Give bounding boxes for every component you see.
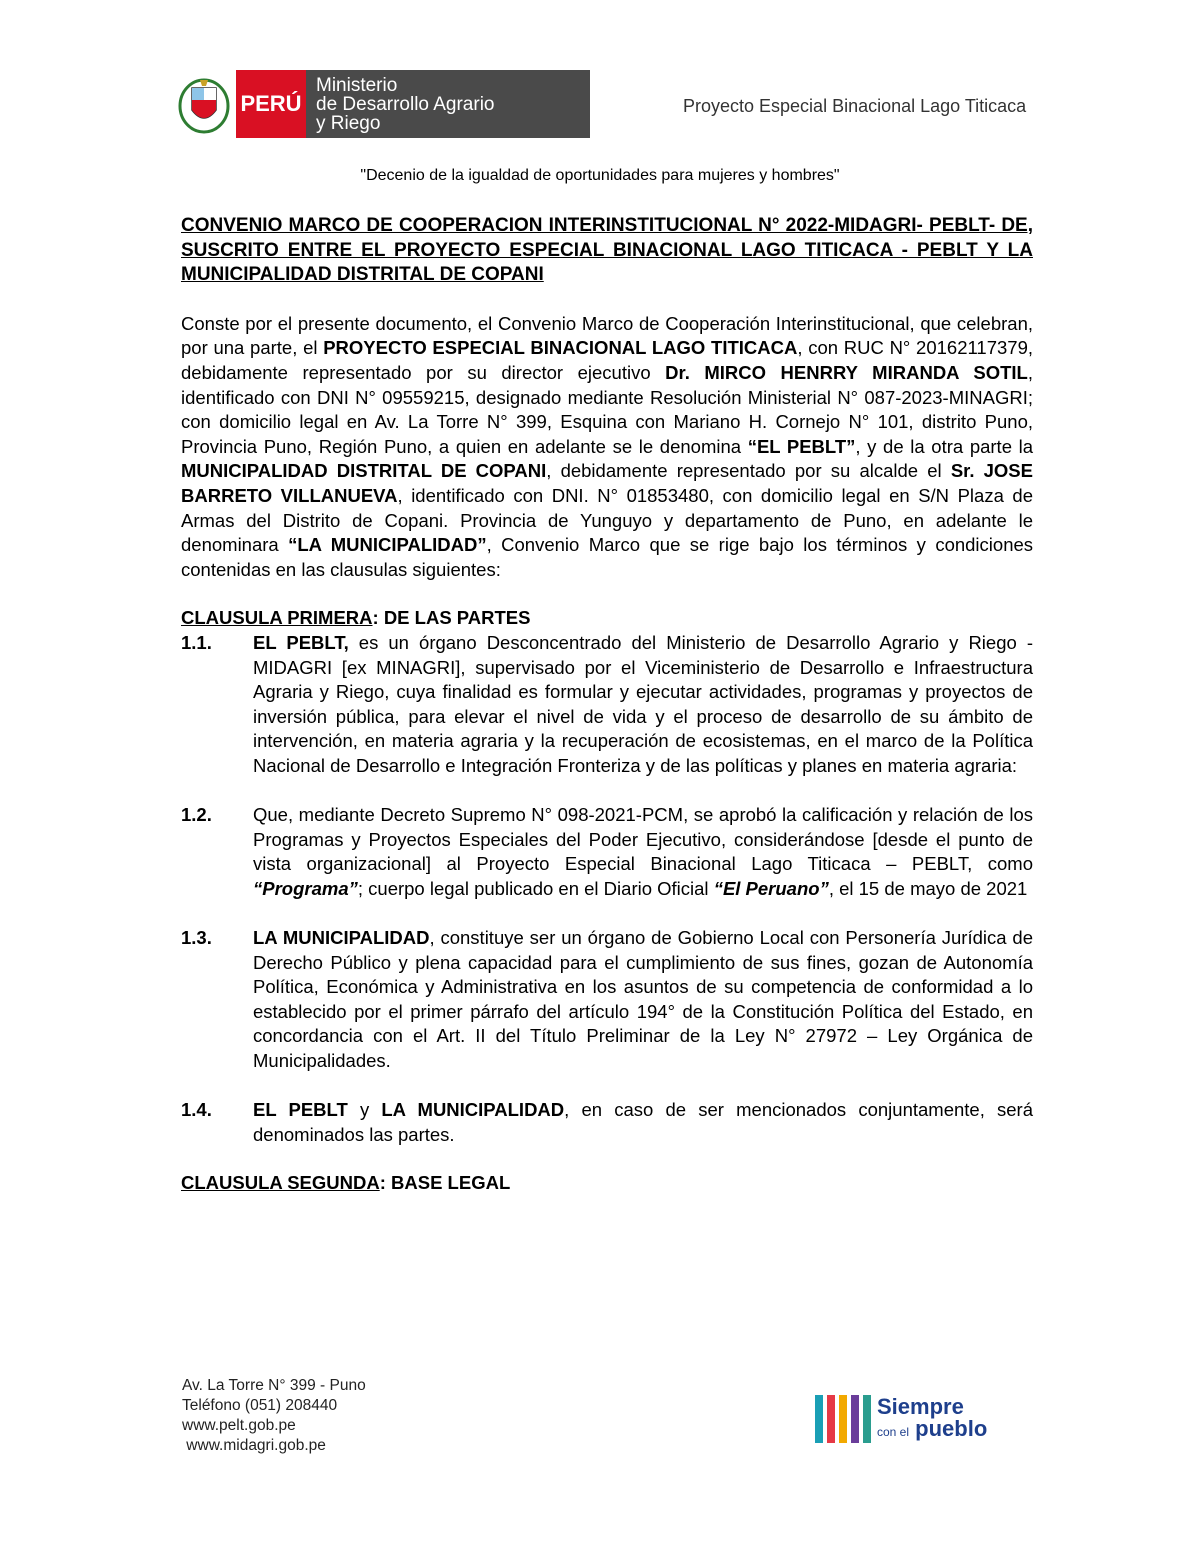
clause-2-label: CLAUSULA SEGUNDA xyxy=(181,1172,380,1194)
item-bold-italic: “Programa” xyxy=(253,877,358,899)
footer-phone: Teléfono (051) 208440 xyxy=(182,1397,338,1414)
stripes-icon xyxy=(815,1395,871,1443)
peru-label: PERÚ xyxy=(240,91,302,116)
item-body: Que, mediante Decreto Supremo N° 098-2021-PCM, se aprobó la calificación y relación de los Programas y Proyectos Especiales del Poder Ejecutivo, considerándose [desde el punto de vista organizacional] al Proyecto Especial Binacional Lago Titicaca – PEBLT, como xyxy=(253,804,1033,875)
item-body: , constituye ser un órgano de Gobierno Local con Personería Jurídica de Derecho Público y plena capacidad para el cumplimiento de sus fines, gozan de Autonomía Política, Económica y Administrativa en los asuntos de su competencia de conformidad a lo establecido por el primer párrafo del artículo 194° de la Constitución Política del Estado, en concordancia con el Art. II del Título Preliminar de la Ley N° 27972 – Ley Orgánica de Municipalidades. xyxy=(253,927,1033,1071)
footer-address: Av. La Torre N° 399 - Puno xyxy=(182,1377,366,1394)
intro-bold-2: Dr. MIRCO HENRRY MIRANDA SOTIL xyxy=(665,361,1028,383)
intro-text-1: Conste por el presente documento, el Convenio Marco de Cooperación Interinstitucional, que celebran, por una parte, el xyxy=(181,312,1033,359)
intro-paragraph xyxy=(181,312,1033,583)
clause-item-1-2 xyxy=(181,803,1033,901)
footer-web-1: www.pelt.gob.pe xyxy=(182,1417,296,1434)
ministry-line-3: y Riego xyxy=(316,113,381,134)
year-motto: "Decenio de la igualdad de oportunidades para mujeres y hombres" xyxy=(360,167,840,184)
siempre-logo xyxy=(815,1395,987,1443)
item-bold: EL PEBLT, xyxy=(253,631,349,653)
ministry-line-2: de Desarrollo Agrario xyxy=(316,94,495,115)
item-body: y xyxy=(347,1099,382,1121)
item-number: 1.1. xyxy=(181,631,212,653)
item-bold: LA MUNICIPALIDAD xyxy=(381,1099,565,1121)
intro-bold-1: PROYECTO ESPECIAL BINACIONAL LAGO TITICACA xyxy=(323,337,798,359)
item-text xyxy=(253,803,1033,901)
logo-siempre: Siempre xyxy=(877,1393,964,1419)
item-bold-italic: “El Peruano” xyxy=(713,877,829,899)
intro-bold-6: “LA MUNICIPALIDAD” xyxy=(288,534,487,556)
item-number: 1.3. xyxy=(181,927,212,949)
intro-text-4: , y de la otra parte la xyxy=(855,435,1034,457)
intro-text-6: , identificado con DNI. N° 01853480, con domicilio legal en S/N Plaza de Armas del Distrito de Copani. Provincia de Yunguyo y departamento de Puno, en adelante le denominara xyxy=(181,484,1033,556)
intro-text-3: , identificado con DNI N° 09559215, designado mediante Resolución Ministerial N° 087-2023-MINAGRI; con domicilio legal en Av. La Torre N° 399, Esquina con Mariano H. Cornejo N° 101, distrito Puno, Provincia Puno, Región Puno, a quien en adelante se le denomina xyxy=(181,361,1033,457)
ministry-header xyxy=(178,70,590,138)
clause-2-title: : BASE LEGAL xyxy=(379,1172,511,1194)
clause-2-heading xyxy=(181,1171,1033,1196)
item-body: ; cuerpo legal publicado en el Diario Oficial xyxy=(357,877,714,899)
peru-badge xyxy=(236,70,306,138)
item-body: , en caso de ser mencionados conjuntamente, será denominados las partes. xyxy=(253,1099,1034,1145)
intro-bold-3: “EL PEBLT” xyxy=(747,435,856,457)
item-text xyxy=(253,1098,1033,1147)
item-number: 1.4. xyxy=(181,1099,212,1121)
ministry-badge xyxy=(306,70,590,138)
intro-text-2: , con RUC N° 20162117379, debidamente representado por su director ejecutivo xyxy=(181,337,1033,383)
clause-item-1-3 xyxy=(181,926,1033,1074)
item-body: es un órgano Desconcentrado del Ministerio de Desarrollo Agrario y Riego - MIDAGRI [ex MINAGRI], supervisado por el Viceministerio de Desarrollo e Infraestructura Agraria y Riego, cuya finalidad es formular y ejecutar actividades, programas y proyectos de inversión pública, para elevar el nivel de vida y el proceso de desarrollo de su ámbito de intervención, en materia agraria y la recuperación de ecosistemas, en el marco de la Política Nacional de Desarrollo e Integración Fronteriza y de las políticas y planes en materia agraria: xyxy=(253,631,1033,776)
item-body: , el 15 de mayo de 2021 xyxy=(828,877,1028,899)
intro-text-7: , Convenio Marco que se rige bajo los términos y condiciones contenidas en las clausulas siguientes: xyxy=(181,534,1034,580)
ministry-line-1: Ministerio xyxy=(316,75,398,96)
footer-contact xyxy=(182,1376,366,1456)
intro-bold-5: Sr. JOSE BARRETO VILLANUEVA xyxy=(181,460,1033,506)
item-bold: LA MUNICIPALIDAD xyxy=(253,927,430,949)
item-bold: EL PEBLT xyxy=(253,1099,348,1121)
intro-bold-4: MUNICIPALIDAD DISTRITAL DE COPANI xyxy=(181,460,547,482)
footer-web-2: www.midagri.gob.pe xyxy=(182,1437,326,1454)
document-body xyxy=(181,214,1033,1196)
clause-item-1-4 xyxy=(181,1098,1033,1147)
project-title: Proyecto Especial Binacional Lago Titicaca xyxy=(683,96,1027,116)
document-title: CONVENIO MARCO DE COOPERACION INTERINSTITUCIONAL N° 2022-MIDAGRI- PEBLT- DE, SUSCRITO ENTRE EL PROYECTO ESPECIAL BINACIONAL LAGO TITICACA - PEBLT Y LA MUNICIPALIDAD DISTRITAL DE COPANI xyxy=(181,215,1033,286)
intro-text-5: , debidamente representado por su alcalde el xyxy=(546,460,951,482)
item-text xyxy=(253,926,1033,1074)
clause-1-title: : DE LAS PARTES xyxy=(372,607,531,629)
coat-of-arms-icon xyxy=(178,72,230,136)
clause-1-heading xyxy=(181,606,1033,631)
clause-1-label: CLAUSULA PRIMERA xyxy=(181,607,373,629)
item-text xyxy=(253,631,1033,779)
clause-item-1-1 xyxy=(181,631,1033,779)
item-number: 1.2. xyxy=(181,804,212,826)
logo-pueblo: pueblo xyxy=(915,1415,988,1441)
logo-con-el: con el xyxy=(877,1424,910,1439)
